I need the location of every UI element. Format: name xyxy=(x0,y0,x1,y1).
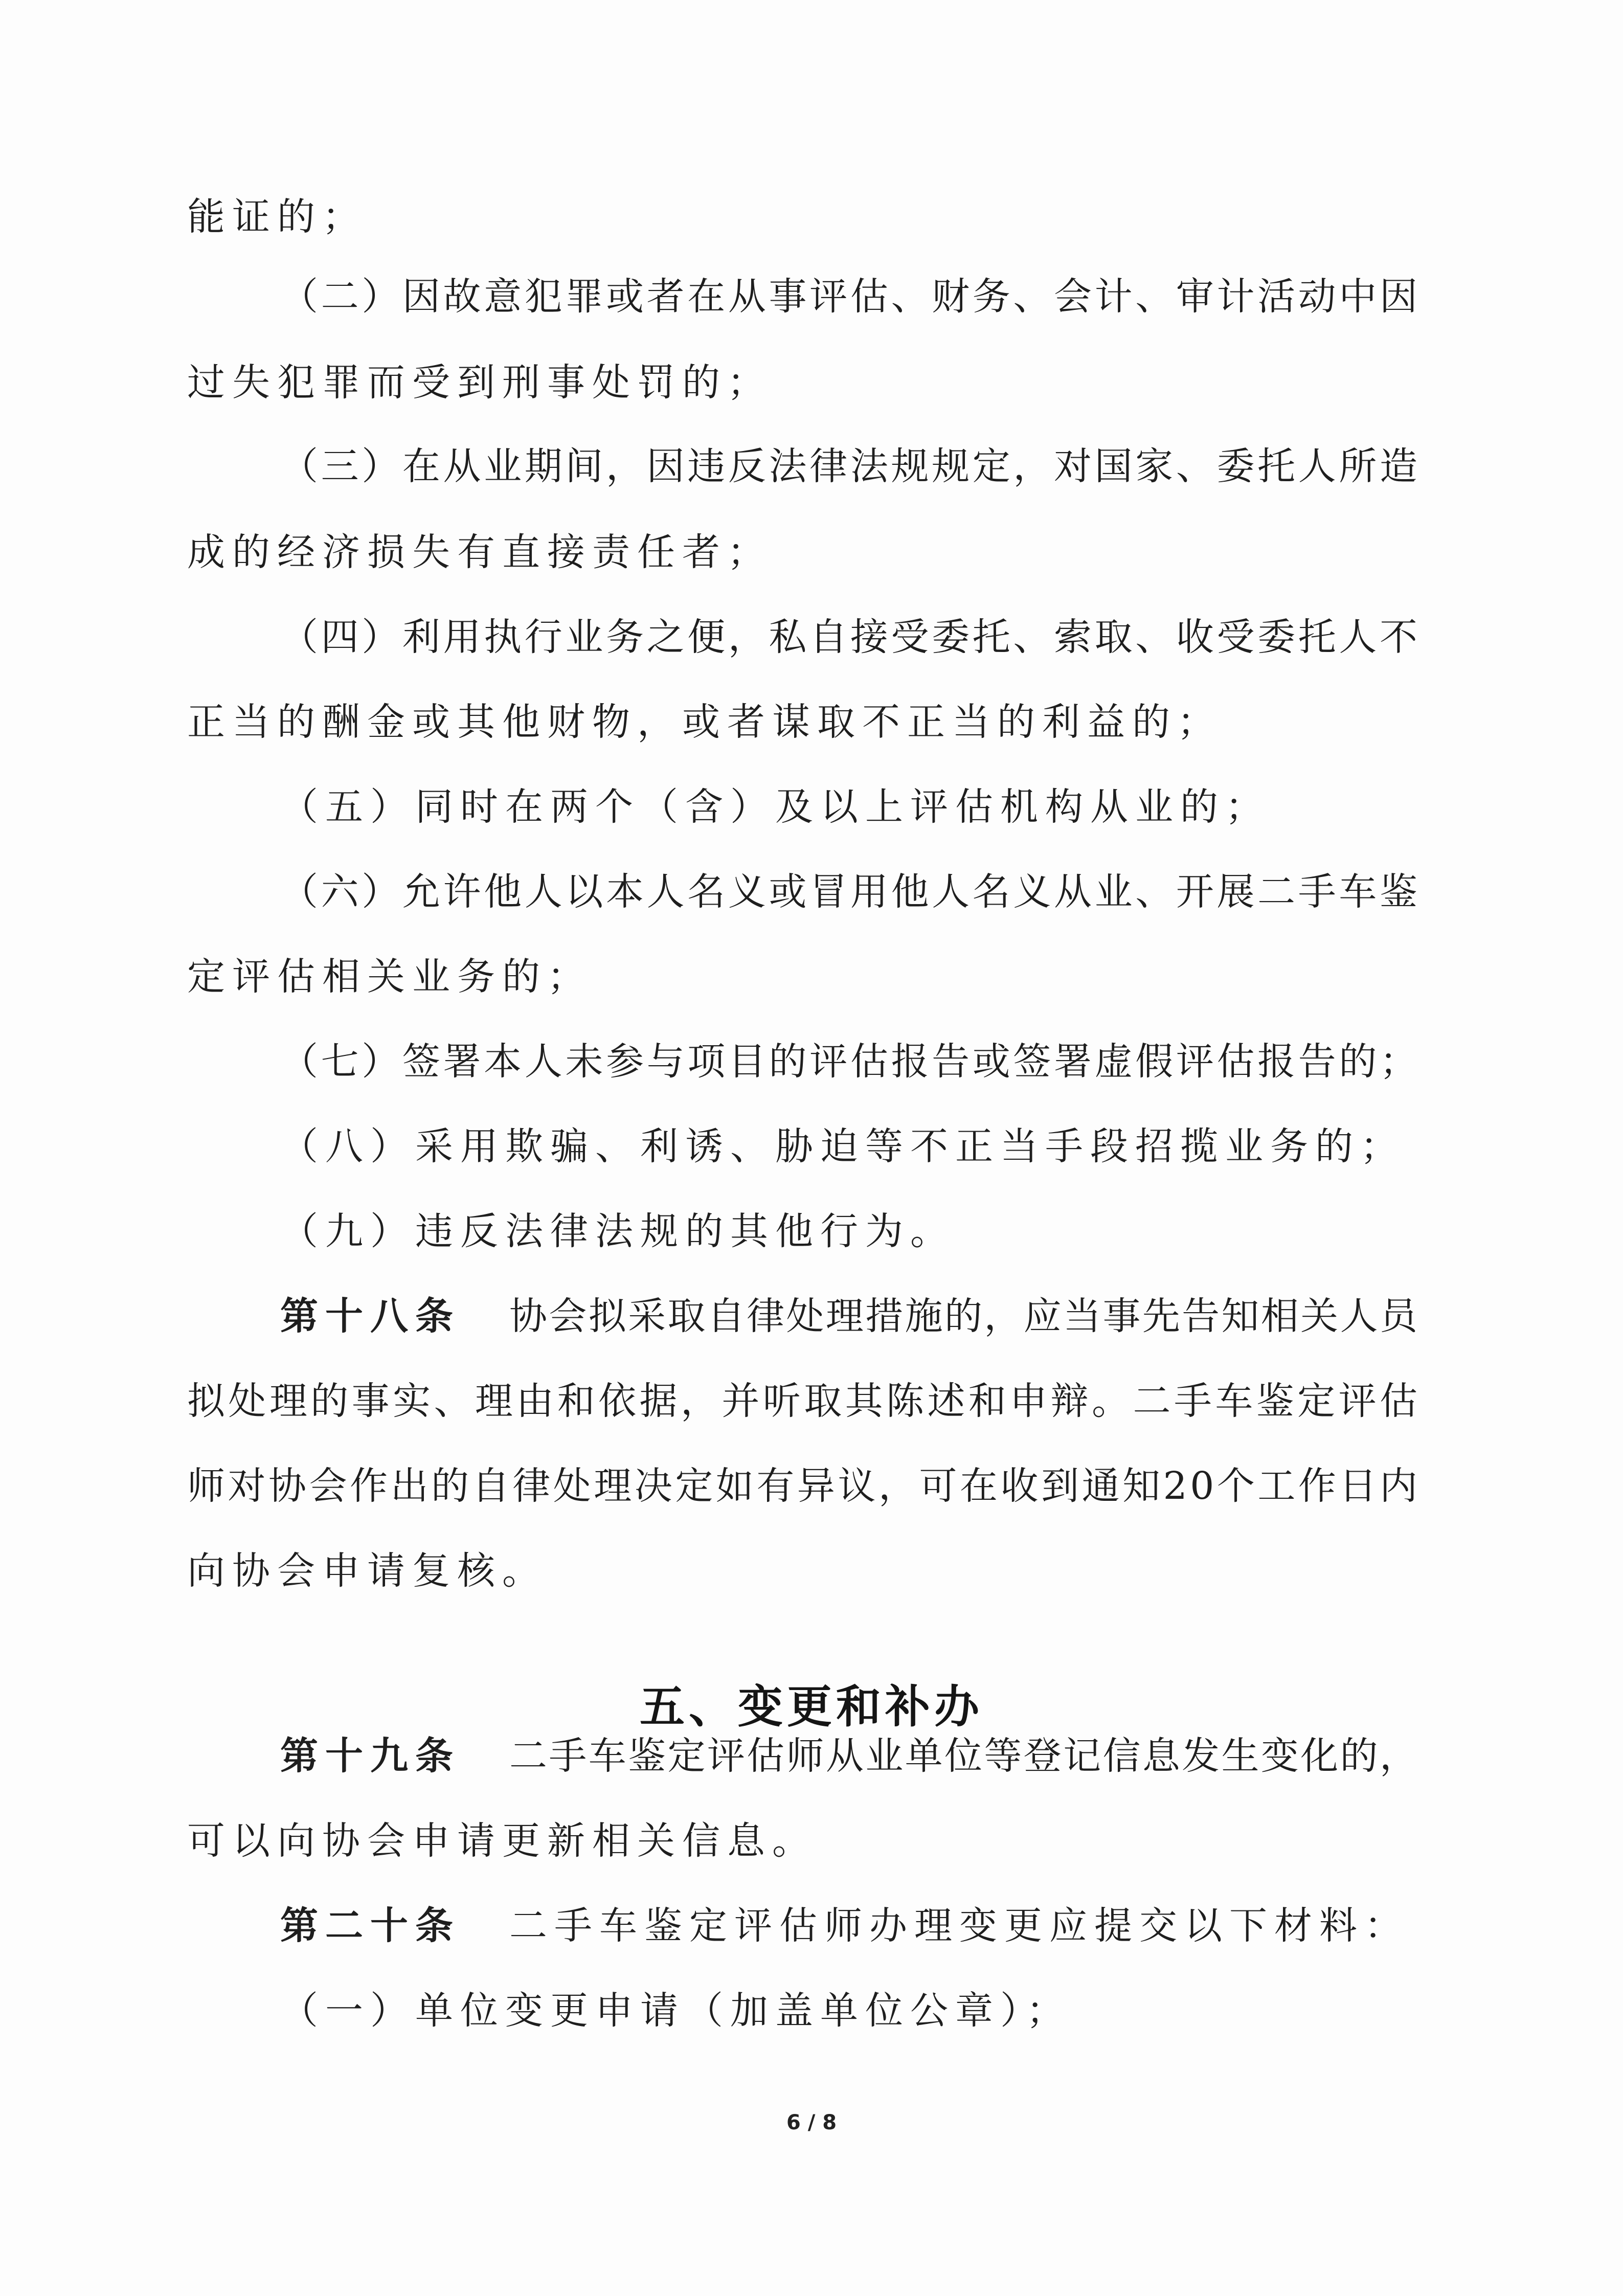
article-number: 第十八条 xyxy=(280,1294,460,1338)
line-text: 定评估相关业务的； xyxy=(187,955,592,999)
paragraph-line xyxy=(187,1372,1421,1430)
line-text: （八）采用欺骗、利诱、胁迫等不正当手段招揽业务的； xyxy=(280,1124,1405,1168)
line-text: （七）签署本人未参与项目的评估报告或签署虚假评估报告的； xyxy=(280,1040,1421,1084)
line-text: 过失犯罪而受到刑事处罚的； xyxy=(187,361,772,404)
paragraph-line xyxy=(280,863,1421,920)
paragraph-line xyxy=(280,1727,1417,1785)
paragraph-line xyxy=(280,1288,1417,1345)
line-text: 正当的酬金或其他财物，或者谋取不正当的利益的； xyxy=(187,700,1222,744)
line-text: 协会拟采取自律处理措施的，应当事先告知相关人员 xyxy=(509,1294,1419,1338)
paragraph-line xyxy=(280,438,1421,495)
line-text: （五）同时在两个（含）及以上评估机构从业的； xyxy=(280,785,1270,829)
paragraph-line xyxy=(187,188,367,245)
article-number: 第二十条 xyxy=(280,1904,460,1948)
line-text: （一）单位变更申请（加盖单位公章）； xyxy=(280,1989,1071,2033)
page-number: 6 / 8 xyxy=(786,2111,837,2134)
paragraph-line xyxy=(280,1033,1421,1090)
paragraph-line xyxy=(280,609,1421,666)
line-text: 向协会申请复核。 xyxy=(187,1549,547,1593)
paragraph-line xyxy=(280,1897,1409,1954)
paragraph-line xyxy=(187,1812,817,1870)
line-text: （六）允许他人以本人名义或冒用他人名义从业、开展二手车鉴 xyxy=(280,870,1421,914)
article-number: 第十九条 xyxy=(280,1734,460,1778)
line-text: 成的经济损失有直接责任者； xyxy=(187,530,772,574)
line-text: 二手车鉴定评估师办理变更应提交以下材料： xyxy=(509,1904,1409,1948)
paragraph-line xyxy=(280,1118,1405,1175)
line-text: 师对协会作出的自律处理决定如有异议，可在收到通知20个工作日内 xyxy=(187,1464,1421,1508)
paragraph-line xyxy=(280,1203,955,1260)
paragraph-line xyxy=(187,693,1222,751)
line-text: （三）在从业期间，因违反法律法规规定，对国家、委托人所造 xyxy=(280,444,1421,488)
line-text: （九）违反法律法规的其他行为。 xyxy=(280,1209,955,1253)
line-text: （四）利用执行业务之便，私自接受委托、索取、收受委托人不 xyxy=(280,615,1421,659)
paragraph-line xyxy=(280,778,1270,836)
paragraph-line xyxy=(187,1542,547,1600)
line-text: 拟处理的事实、理由和依据，并听取其陈述和申辩。二手车鉴定评估 xyxy=(187,1379,1421,1423)
line-text: 可以向协会申请更新相关信息。 xyxy=(187,1819,817,1863)
line-text: 能证的； xyxy=(187,195,367,239)
paragraph-line xyxy=(187,524,772,581)
paragraph-line xyxy=(187,354,772,411)
section-heading: 五、变更和补办 xyxy=(639,1680,983,1733)
paragraph-line xyxy=(187,1457,1421,1515)
line-text: 二手车鉴定评估师从业单位等登记信息发生变化的， xyxy=(509,1734,1419,1778)
paragraph-line xyxy=(280,268,1421,325)
paragraph-line xyxy=(187,948,592,1005)
paragraph-line xyxy=(280,1982,1071,2039)
line-text: （二）因故意犯罪或者在从事评估、财务、会计、审计活动中因 xyxy=(280,275,1421,319)
